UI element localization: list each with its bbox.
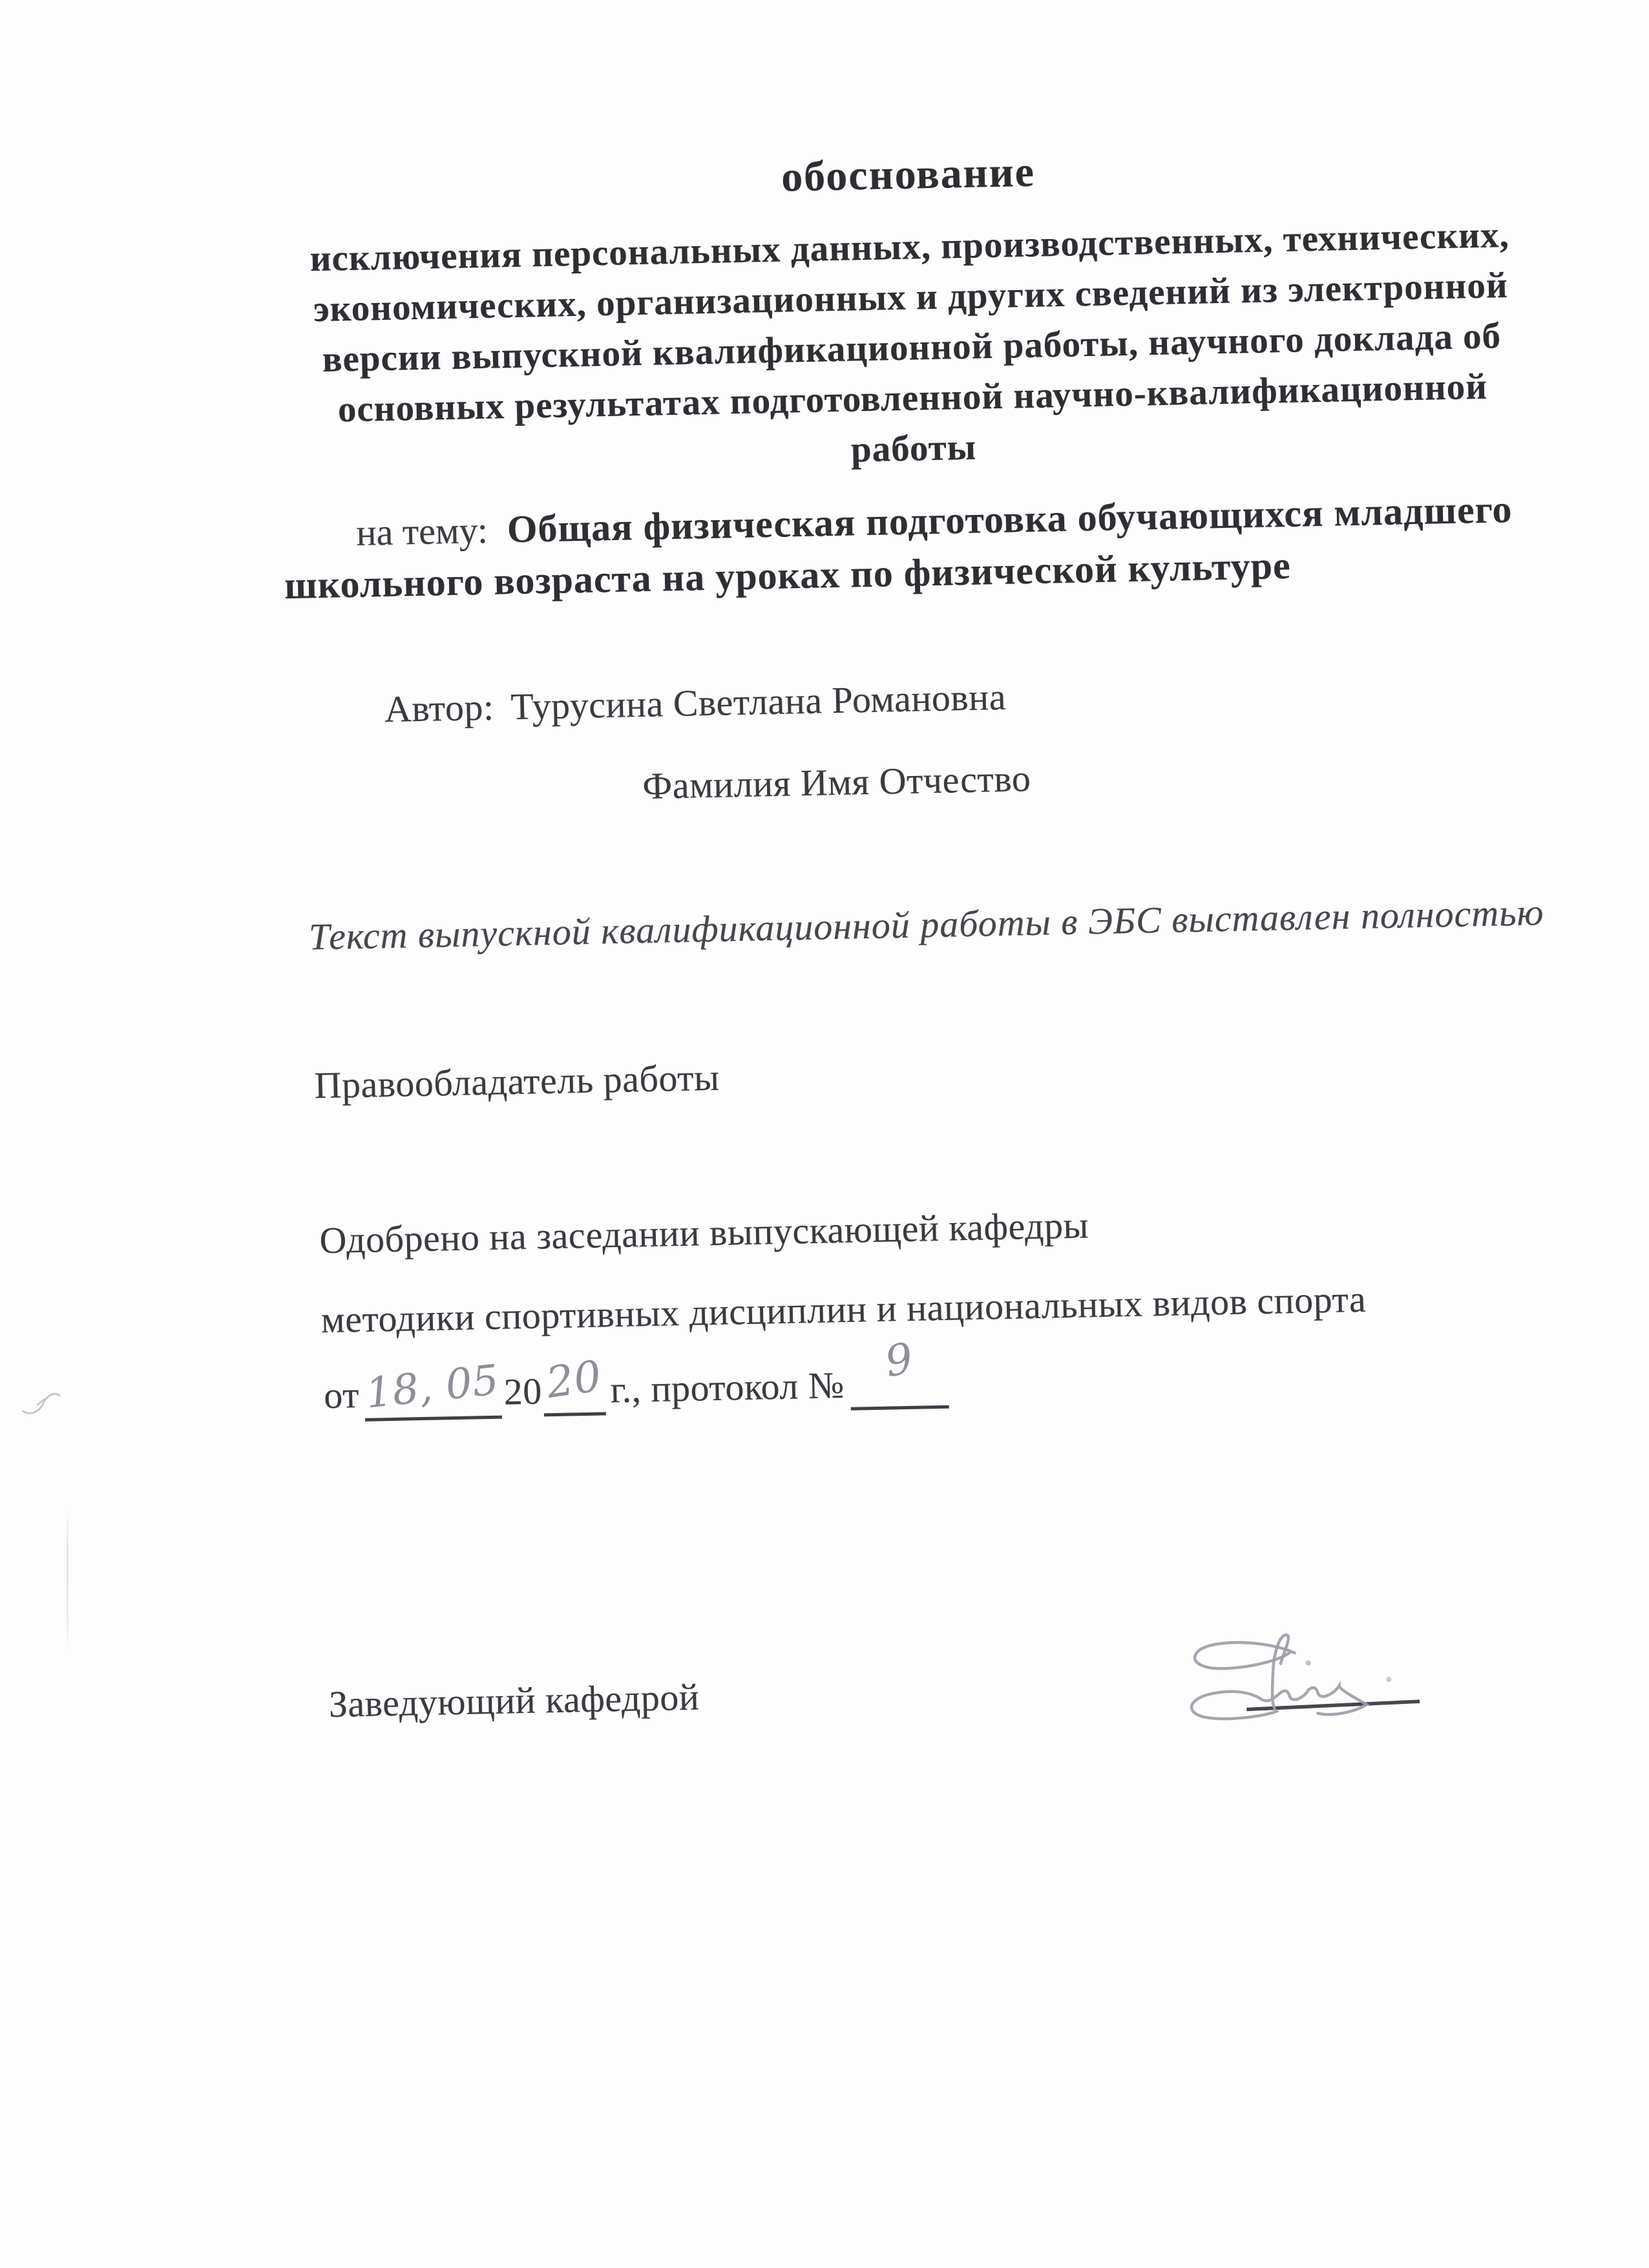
- protocol-date-line: [323, 1333, 950, 1422]
- ebs-availability-note: Текст выпускной квалификационной работы в ЭБС выставлен полностью: [308, 891, 1545, 958]
- justification-paragraph: [305, 210, 1518, 486]
- topic-title-part-1: Общая физическая подготовка обучающихся младшего: [507, 487, 1513, 551]
- page-title: обоснование: [781, 148, 1036, 201]
- year-blank: [543, 1350, 605, 1416]
- author-caption: Фамилия Имя Отчество: [642, 757, 1031, 808]
- paragraph-line: исключения персональных данных, производственных, технических,: [310, 214, 1510, 280]
- author-label: Автор:: [384, 686, 495, 731]
- handwritten-year: 20: [543, 1350, 605, 1408]
- protocol-number-blank: [850, 1333, 949, 1411]
- protocol-label: г., протокол №: [610, 1363, 845, 1411]
- paragraph-line: версии выпускной квалификационной работы, научного доклада об: [322, 315, 1502, 380]
- handwritten-protocol-number: 9: [881, 1333, 917, 1387]
- printed-century: 20: [503, 1370, 543, 1413]
- scan-streak-artifact: [67, 1506, 68, 1654]
- head-of-department-label: Заведующий кафедрой: [328, 1675, 700, 1726]
- ink-dot: [1306, 1661, 1311, 1666]
- paragraph-line: основных результатах подготовленной научно-квалификационной: [337, 366, 1488, 430]
- author-name: Турусина Светлана Романовна: [510, 675, 1007, 728]
- paragraph-line: экономических, организационных и других сведений из электронной: [313, 264, 1509, 330]
- date-blank: [363, 1356, 502, 1422]
- ink-dot: [1386, 1677, 1391, 1682]
- handwritten-signature: [1183, 1623, 1431, 1738]
- approval-line-2: методики спортивных дисциплин и национальных видов спорта: [320, 1277, 1367, 1341]
- author-line: [384, 675, 1006, 731]
- approval-line-1: Одобрено на заседании выпускающей кафедры: [319, 1204, 1089, 1262]
- topic-prefix: на тему:: [355, 509, 488, 554]
- rights-holder-line: Правообладатель работы: [313, 1056, 720, 1107]
- topic-line-1: [356, 487, 1513, 555]
- pencil-mark-artifact: [18, 1383, 76, 1422]
- handwritten-day-month: 18, 05: [363, 1356, 502, 1418]
- date-prefix: от: [323, 1374, 360, 1417]
- topic-line-2: школьного возраста на уроках по физической культуре: [284, 543, 1292, 607]
- paragraph-line: работы: [850, 426, 977, 470]
